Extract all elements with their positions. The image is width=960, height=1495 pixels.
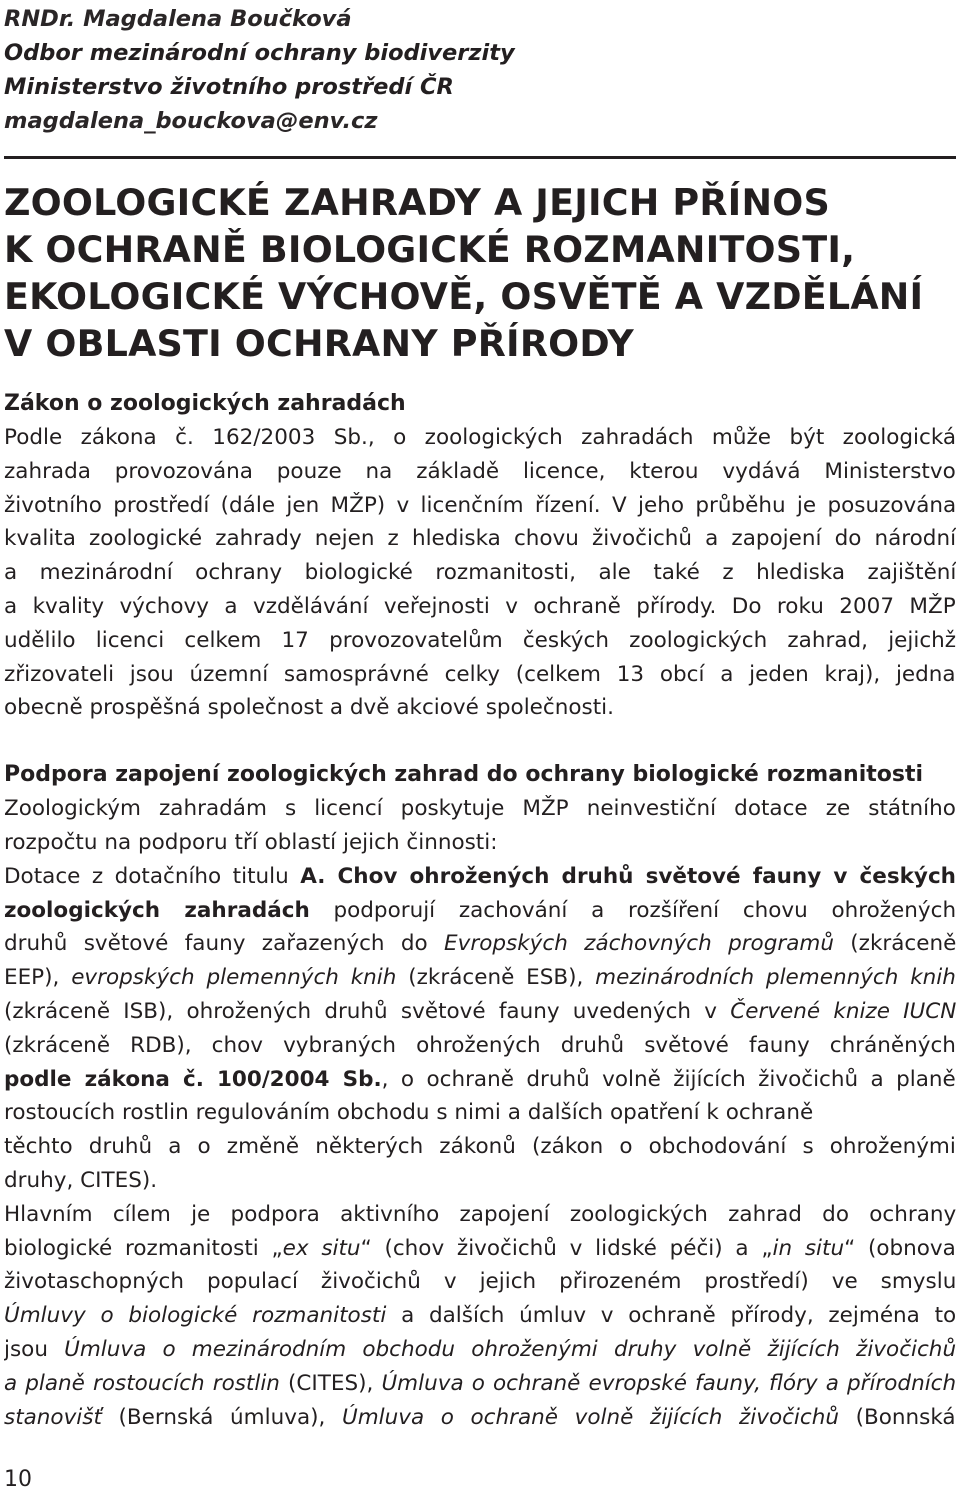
text-run: (Bernská úmluva), <box>101 1404 342 1430</box>
text-run-italic: Evropských záchovných programů <box>444 931 834 957</box>
text-run: (zkráceně ISB), ohrožených druhů světové fauny uvedených v <box>4 998 731 1024</box>
text-line: a kvality výchovy a vzdělávání veřejnosti v ochraně přírody. Do roku 2007 MŽP <box>4 593 956 619</box>
title-line: K OCHRANĚ BIOLOGICKÉ ROZMANITOSTI, <box>4 228 856 271</box>
text-run: (CITES), <box>279 1370 382 1396</box>
text-run: (zkráceně ESB), <box>396 965 596 991</box>
text-line <box>4 995 956 1029</box>
text-run-italic: ex situ <box>282 1235 361 1261</box>
text-line: životaschopných populací živočichů v jejich přirozeném prostředí) ve smyslu <box>4 1269 956 1295</box>
text-line <box>4 1232 956 1266</box>
paragraph <box>4 792 956 860</box>
text-line <box>4 860 956 894</box>
text-line: Podle zákona č. 162/2003 Sb., o zoologických zahradách může být zoologická <box>4 425 956 450</box>
page-number: 10 <box>4 1467 32 1492</box>
text-run: (zkráceně <box>833 931 956 957</box>
text-run-bold: A. Chov ohrožených druhů světové fauny v českých <box>300 863 956 889</box>
paragraph <box>4 860 956 1198</box>
horizontal-rule <box>4 156 956 159</box>
paragraph <box>4 1198 956 1435</box>
text-run-italic: in situ <box>772 1235 845 1261</box>
paragraph <box>4 421 956 725</box>
text-run-italic: a planě rostoucích rostlin <box>4 1370 280 1396</box>
author-department: Odbor mezinárodní ochrany biodiverzity <box>4 40 515 66</box>
text-line <box>4 961 956 995</box>
text-run-bold: podle zákona č. 100/2004 Sb. <box>4 1066 382 1092</box>
text-run-italic: Úmluva o ochraně volně žijících živočichů <box>341 1404 839 1430</box>
text-run: “ (obnova <box>844 1235 956 1261</box>
section-heading: Podpora zapojení zoologických zahrad do ochrany biologické rozmanitosti <box>4 762 924 788</box>
text-line: životního prostředí (dále jen MŽP) v licenčním řízení. V jeho průběhu je posuzována <box>4 492 956 518</box>
section-heading: Zákon o zoologických zahradách <box>4 391 406 416</box>
text-run: biologické rozmanitosti „ <box>4 1235 283 1261</box>
text-run: a dalších úmluv v ochraně přírody, zejména to <box>386 1303 956 1329</box>
text-run-italic: mezinárodních plemenných knih <box>595 965 956 991</box>
text-line <box>4 1367 956 1401</box>
text-run: podporují zachování a rozšíření chovu ohrožených <box>309 897 956 923</box>
author-email: magdalena_bouckova@env.cz <box>4 108 378 134</box>
text-line <box>4 1299 956 1333</box>
text-line <box>4 927 956 961</box>
text-run: jsou <box>4 1336 65 1362</box>
title-line: EKOLOGICKÉ VÝCHOVĚ, OSVĚTĚ A VZDĚLÁNÍ <box>4 275 924 318</box>
text-run-italic: evropských plemenných knih <box>71 965 397 991</box>
author-name: RNDr. Magdalena Boučková <box>4 6 352 32</box>
text-line: zahrada provozována pouze na základě licence, kterou vydává Ministerstvo <box>4 458 956 484</box>
text-line: těchto druhů a o změně některých zákonů (zákon o obchodování s ohroženými <box>4 1134 956 1160</box>
text-line: rozpočtu na podporu tří oblastí jejich činnosti: <box>4 829 498 855</box>
text-line <box>4 894 956 928</box>
text-line: zřizovateli jsou územní samosprávné celky (celkem 13 obcí a jeden kraj), jedna <box>4 661 956 687</box>
document-page <box>4 0 956 1434</box>
text-run-italic: stanovišť <box>4 1404 102 1430</box>
text-line: Hlavním cílem je podpora aktivního zapojení zoologických zahrad do ochrany <box>4 1201 956 1227</box>
text-run-italic: Úmluvy o biologické rozmanitosti <box>4 1303 387 1329</box>
text-line: a mezinárodní ochrany biologické rozmanitosti, ale také z hlediska zajištění <box>4 560 956 586</box>
text-run: “ (chov živočichů v lidské péči) a „ <box>360 1235 773 1261</box>
text-line: (zkráceně RDB), chov vybraných ohrožených druhů světové fauny chráněných <box>4 1032 956 1058</box>
article-title <box>4 179 956 367</box>
title-line: V OBLASTI OCHRANY PŘÍRODY <box>4 322 634 365</box>
text-line: rostoucích rostlin regulováním obchodu s nimi a dalších opatření k ochraně <box>4 1100 814 1126</box>
text-run: , o ochraně druhů volně žijících živočichů a planě <box>381 1066 956 1092</box>
text-run: (Bonnská <box>838 1404 956 1430</box>
text-run: EEP), <box>4 965 72 991</box>
author-ministry: Ministerstvo životního prostředí ČR <box>4 74 454 100</box>
text-line <box>4 1333 956 1367</box>
text-run: druhů světové fauny zařazených do <box>4 931 445 957</box>
text-run-italic: Úmluva o mezinárodním obchodu ohroženými druhy volně žijících živočichů <box>64 1336 956 1362</box>
author-block <box>4 2 956 138</box>
text-line: druhy, CITES). <box>4 1167 158 1193</box>
text-run-bold: zoologických zahradách <box>4 897 310 923</box>
text-line: udělilo licenci celkem 17 provozovatelům českých zoologických zahrad, jejichž <box>4 627 956 653</box>
text-line <box>4 1401 956 1435</box>
text-run-italic: Červené knize IUCN <box>730 998 956 1024</box>
text-run: Dotace z dotačního titulu <box>4 863 301 889</box>
text-run-italic: Úmluva o ochraně evropské fauny, flóry a přírodních <box>381 1370 956 1396</box>
text-line: obecně prospěšná společnost a dvě akciové společnosti. <box>4 695 614 721</box>
text-line: kvalita zoologické zahrady nejen z hlediska chovu živočichů a zapojení do národní <box>4 526 956 552</box>
text-line: Zoologickým zahradám s licencí poskytuje MŽP neinvestiční dotace ze státního <box>4 796 956 822</box>
title-line: ZOOLOGICKÉ ZAHRADY A JEJICH PŘÍNOS <box>4 181 830 224</box>
text-line <box>4 1063 956 1097</box>
